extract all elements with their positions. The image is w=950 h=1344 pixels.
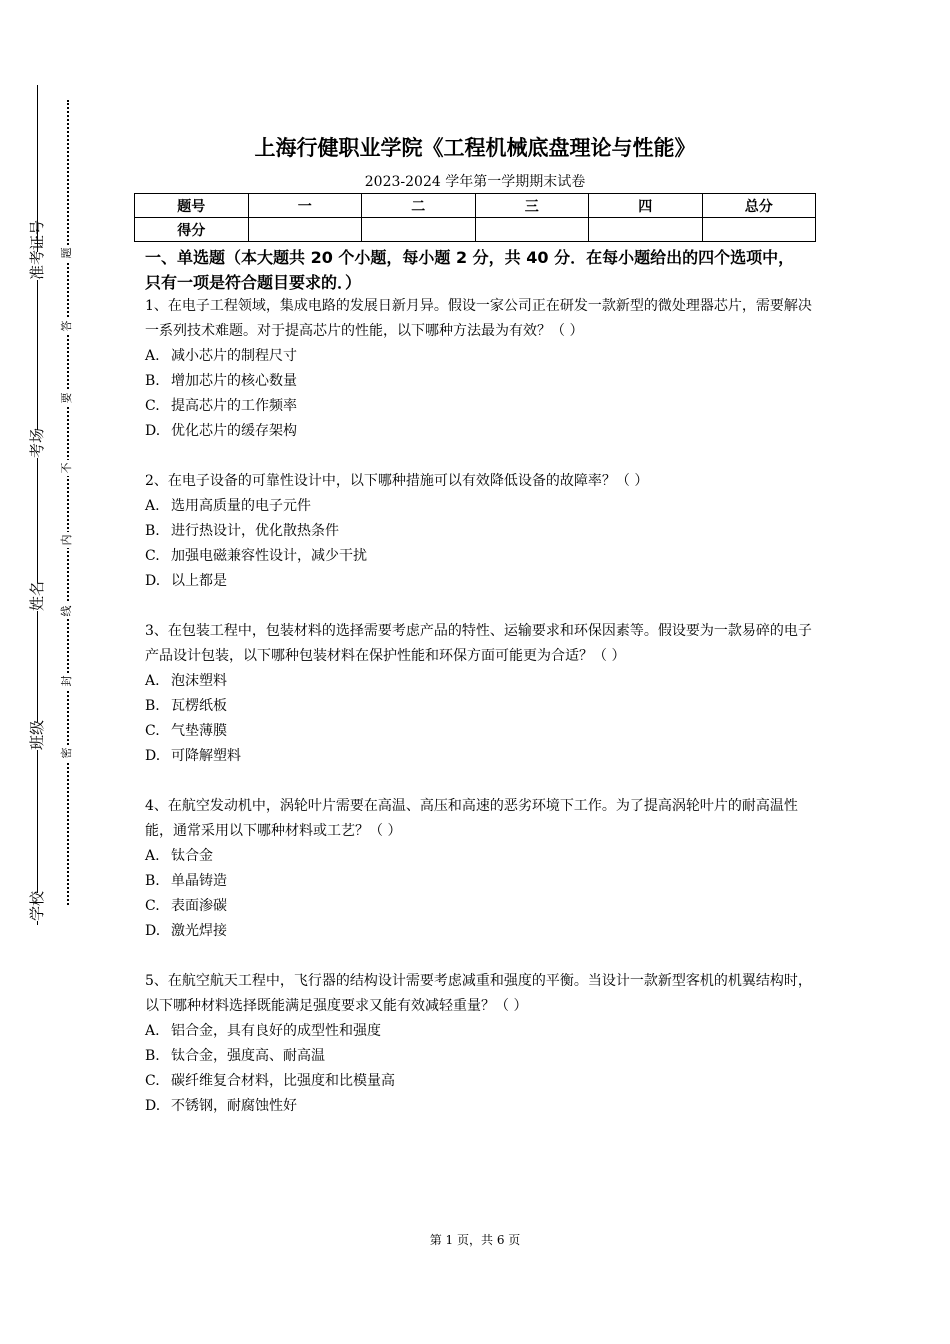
option-letter: C. — [145, 1073, 160, 1089]
option-letter: A. — [145, 348, 160, 364]
option-b[interactable] — [145, 369, 813, 394]
option-text: 以上都是 — [171, 573, 227, 589]
seal-dotted-line — [67, 100, 69, 905]
option-text: 可降解塑料 — [171, 748, 241, 764]
score-table-header-row — [135, 194, 816, 218]
exam-number-label: 准考证号 — [23, 252, 51, 280]
score-header-cell: 三 — [475, 194, 589, 218]
option-letter: D. — [145, 748, 161, 764]
score-header-cell: 一 — [248, 194, 362, 218]
option-b[interactable] — [145, 519, 813, 544]
option-b[interactable] — [145, 694, 813, 719]
question-3 — [145, 619, 813, 769]
question-4 — [145, 794, 813, 944]
section-heading: 一、单选题（本大题共 20 个小题，每小题 2 分，共 40 分．在每小题给出的四个选项中，只有一项是符合题目要求的．） — [145, 248, 795, 292]
option-letter: C. — [145, 723, 160, 739]
question-stem: 3、在包装工程中，包装材料的选择需要考虑产品的特性、运输要求和环保因素等。假设要为一款易碎的电子产品设计包装，以下哪种包装材料在保护性能和环保方面可能更为合适？（ ） — [145, 623, 812, 664]
score-cell[interactable] — [248, 218, 362, 242]
option-text: 表面渗碳 — [171, 898, 227, 914]
option-letter: B. — [145, 1048, 160, 1064]
option-text: 钛合金，强度高、耐高温 — [171, 1048, 325, 1064]
option-c[interactable] — [145, 1069, 813, 1094]
option-letter: A. — [145, 498, 160, 514]
option-letter: B. — [145, 373, 160, 389]
option-a[interactable] — [145, 669, 813, 694]
option-letter: C. — [145, 548, 160, 564]
option-a[interactable] — [145, 844, 813, 869]
score-cell[interactable] — [589, 218, 703, 242]
option-b[interactable] — [145, 869, 813, 894]
question-2 — [145, 469, 813, 594]
option-letter: C. — [145, 398, 160, 414]
option-c[interactable] — [145, 894, 813, 919]
option-text: 铝合金，具有良好的成型性和强度 — [171, 1023, 381, 1039]
exam-room-label: 考场 — [23, 430, 51, 458]
score-cell[interactable] — [702, 218, 816, 242]
seal-char: 内 — [59, 532, 75, 548]
option-d[interactable] — [145, 419, 813, 444]
option-text: 提高芯片的工作频率 — [171, 398, 297, 414]
option-letter: D. — [145, 573, 161, 589]
question-stem: 5、在航空航天工程中，飞行器的结构设计需要考虑减重和强度的平衡。当设计一款新型客机的机翼结构时，以下哪种材料选择既能满足强度要求又能有效减轻重量？（ ） — [145, 973, 812, 1014]
score-header-cell: 总分 — [702, 194, 816, 218]
option-text: 泡沫塑料 — [171, 673, 227, 689]
option-c[interactable] — [145, 394, 813, 419]
seal-char: 要 — [59, 390, 75, 406]
school-label: 学校 — [23, 893, 51, 921]
option-d[interactable] — [145, 569, 813, 594]
option-a[interactable] — [145, 1019, 813, 1044]
option-text: 激光焊接 — [171, 923, 227, 939]
option-a[interactable] — [145, 344, 813, 369]
option-d[interactable] — [145, 1094, 813, 1119]
page-footer: 第 1 页，共 6 页 — [429, 1233, 521, 1247]
option-c[interactable] — [145, 719, 813, 744]
seal-char: 密 — [59, 745, 75, 761]
option-letter: D. — [145, 423, 161, 439]
option-d[interactable] — [145, 744, 813, 769]
score-table — [134, 193, 816, 242]
score-header-cell: 二 — [362, 194, 476, 218]
question-stem: 4、在航空发动机中，涡轮叶片需要在高温、高压和高速的恶劣环境下工作。为了提高涡轮叶片的耐高温性能，通常采用以下哪种材料或工艺？（ ） — [145, 798, 798, 839]
option-text: 气垫薄膜 — [171, 723, 227, 739]
option-letter: D. — [145, 923, 161, 939]
score-cell[interactable] — [362, 218, 476, 242]
option-letter: B. — [145, 873, 160, 889]
option-text: 增加芯片的核心数量 — [171, 373, 297, 389]
option-letter: D. — [145, 1098, 161, 1114]
option-letter: B. — [145, 698, 160, 714]
option-c[interactable] — [145, 544, 813, 569]
option-letter: A. — [145, 673, 160, 689]
score-header-cell: 题号 — [135, 194, 249, 218]
option-b[interactable] — [145, 1044, 813, 1069]
option-letter: B. — [145, 523, 160, 539]
option-a[interactable] — [145, 494, 813, 519]
option-text: 加强电磁兼容性设计，减少干扰 — [171, 548, 367, 564]
option-text: 优化芯片的缓存架构 — [171, 423, 297, 439]
seal-char: 不 — [59, 460, 75, 476]
question-stem: 2、在电子设备的可靠性设计中，以下哪种措施可以有效降低设备的故障率？（ ） — [145, 473, 649, 489]
seal-char: 答 — [59, 318, 75, 334]
question-list — [145, 294, 813, 1144]
option-letter: C. — [145, 898, 160, 914]
class-label: 班级 — [23, 722, 51, 750]
name-label: 姓名 — [23, 583, 51, 611]
option-text: 瓦楞纸板 — [171, 698, 227, 714]
seal-char: 线 — [59, 603, 75, 619]
option-text: 进行热设计，优化散热条件 — [171, 523, 339, 539]
exam-title: 上海行健职业学院《工程机械底盘理论与性能》 — [254, 136, 696, 160]
question-1 — [145, 294, 813, 444]
option-d[interactable] — [145, 919, 813, 944]
seal-char: 封 — [59, 673, 75, 689]
option-text: 不锈钢，耐腐蚀性好 — [171, 1098, 297, 1114]
option-text: 减小芯片的制程尺寸 — [171, 348, 297, 364]
option-text: 单晶铸造 — [171, 873, 227, 889]
score-table-score-row — [135, 218, 816, 242]
binding-line — [37, 85, 38, 925]
option-letter: A. — [145, 1023, 160, 1039]
option-text: 选用高质量的电子元件 — [171, 498, 311, 514]
option-letter: A. — [145, 848, 160, 864]
option-text: 碳纤维复合材料，比强度和比模量高 — [171, 1073, 395, 1089]
score-header-cell: 四 — [589, 194, 703, 218]
score-cell[interactable] — [475, 218, 589, 242]
score-row-label: 得分 — [135, 218, 249, 242]
question-5 — [145, 969, 813, 1119]
question-stem: 1、在电子工程领域，集成电路的发展日新月异。假设一家公司正在研发一款新型的微处理器芯片，需要解决一系列技术难题。对于提高芯片的性能，以下哪种方法最为有效？（ ） — [145, 298, 812, 339]
seal-char: 题 — [59, 245, 75, 261]
binding-margin — [0, 0, 120, 1344]
option-text: 钛合金 — [171, 848, 213, 864]
exam-subtitle: 2023-2024 学年第一学期期末试卷 — [364, 174, 586, 190]
